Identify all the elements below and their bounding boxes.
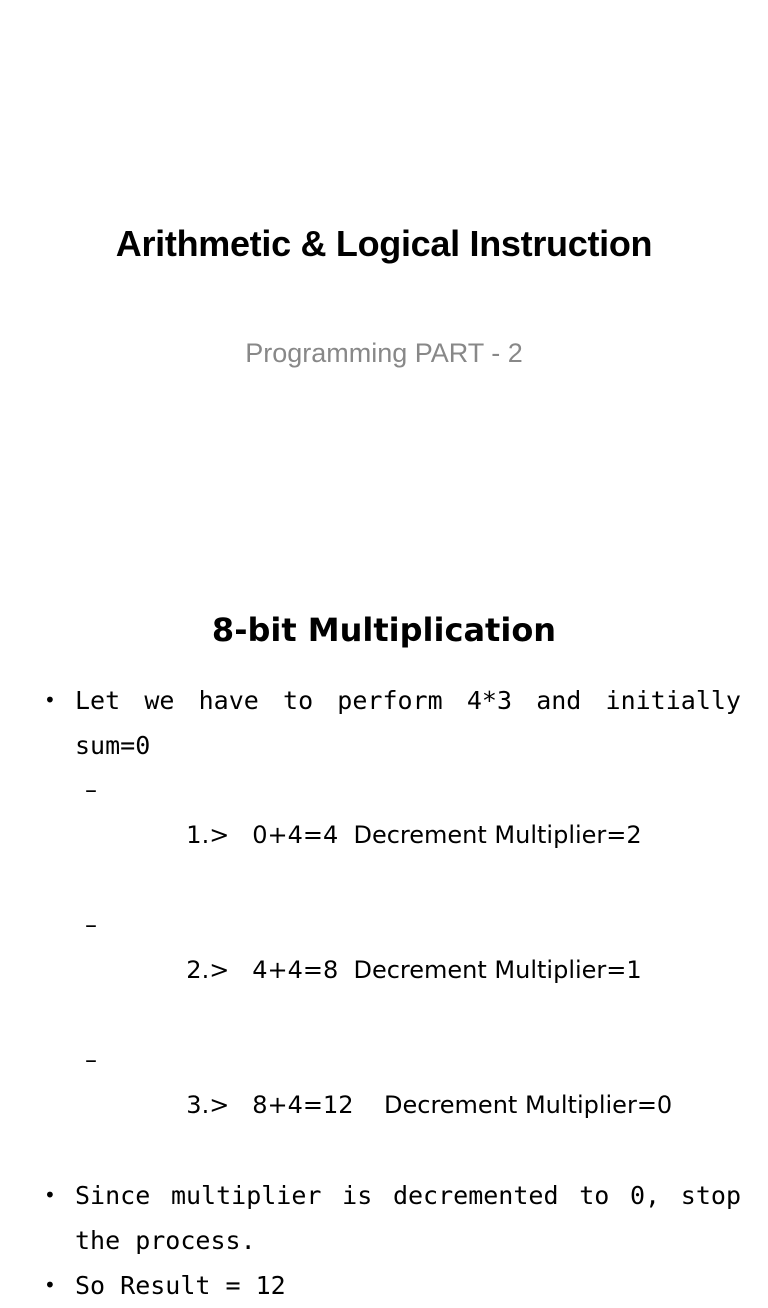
bullet-icon: •: [44, 1273, 56, 1297]
sub-list-item: [44, 1038, 741, 1173]
sub-item-text: 3.> 8+4=12 Decrement Multiplier=0: [186, 1091, 673, 1119]
section-heading: 8-bit Multiplication: [211, 611, 557, 649]
sub-item-text: 2.> 4+4=8 Decrement Multiplier=1: [186, 956, 642, 984]
bullet-icon: •: [44, 1183, 56, 1207]
slide-title: Arithmetic & Logical Instruction: [115, 223, 653, 264]
list-item: [44, 1263, 741, 1308]
list-item: [44, 678, 741, 768]
bullet-list: [44, 678, 741, 1308]
slide-subtitle: Programming PART - 2: [245, 338, 523, 368]
sub-list-item: [44, 768, 741, 903]
list-item: [44, 1173, 741, 1263]
sub-list-item: [44, 903, 741, 1038]
bullet-text: Since multiplier is decremented to 0, stop the process.: [75, 1181, 741, 1255]
dash-icon: –: [85, 776, 97, 804]
bullet-text: So Result = 12: [75, 1271, 286, 1300]
sub-list-container: [44, 768, 741, 1173]
sub-list: [44, 768, 741, 1173]
dash-icon: –: [85, 1046, 97, 1074]
bullet-icon: •: [44, 688, 56, 712]
sub-item-text: 1.> 0+4=4 Decrement Multiplier=2: [186, 821, 642, 849]
dash-icon: –: [85, 911, 97, 939]
bullet-text: Let we have to perform 4*3 and initially sum=0: [75, 686, 741, 760]
